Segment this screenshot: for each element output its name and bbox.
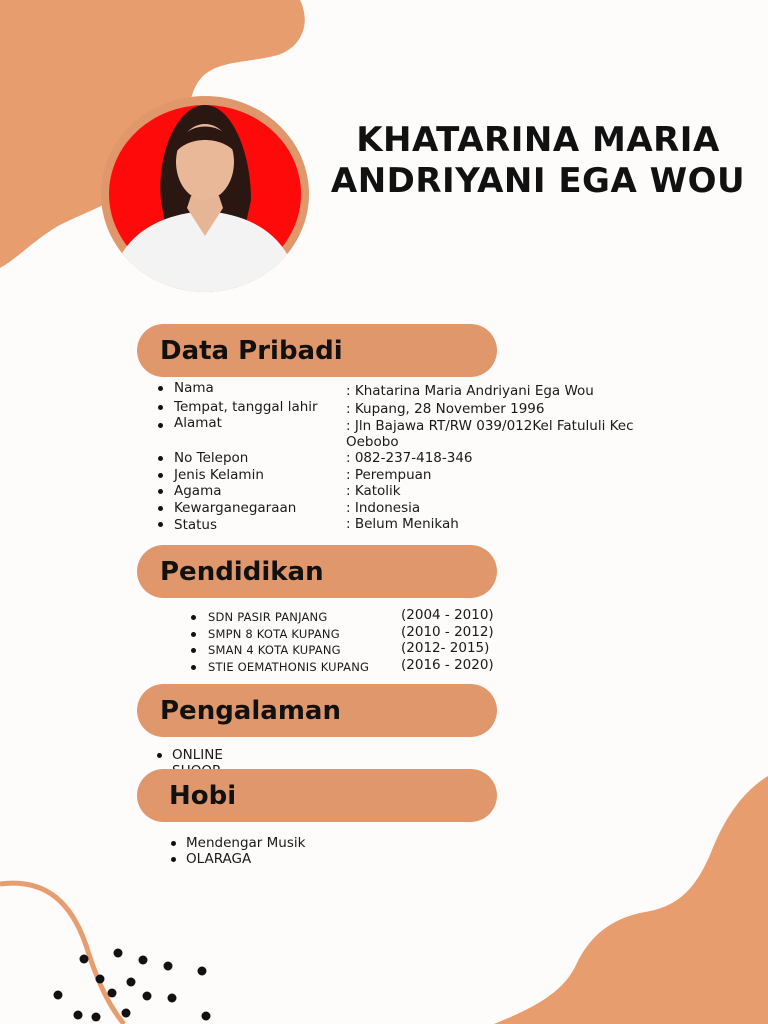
field-value: : Kupang, 28 November 1996: [346, 401, 545, 417]
bottom-left-curve: [0, 883, 124, 1024]
education-item: [190, 608, 520, 625]
section-title-education: Pendidikan: [160, 556, 324, 587]
education-item: [190, 641, 520, 658]
section-title-hobby: Hobi: [169, 780, 237, 811]
personal-row-religion: [157, 483, 677, 500]
field-value: : Indonesia: [346, 499, 421, 516]
field-value: : Khatarina Maria Andriyani Ega Wou: [346, 383, 594, 399]
field-label: Nama: [174, 380, 214, 396]
hobby-text: Mendengar Musik: [186, 835, 306, 851]
school-years: (2012- 2015): [401, 640, 490, 656]
school-years: (2010 - 2012): [401, 623, 494, 640]
school-years: (2004 - 2010): [401, 607, 494, 623]
section-header-hobby: [137, 769, 497, 822]
field-value: : 082-237-418-346: [346, 450, 473, 466]
field-label: Jenis Kelamin: [174, 466, 264, 483]
hobby-list: [170, 835, 370, 867]
education-item: [190, 658, 520, 675]
hobby-item: [170, 851, 370, 867]
section-header-education: [137, 545, 497, 598]
field-label: Tempat, tanggal lahir: [174, 399, 318, 415]
profile-photo: [101, 96, 309, 292]
hobby-text: OLARAGA: [186, 851, 252, 867]
field-value: : Belum Menikah: [346, 516, 459, 532]
field-value: : Katolik: [346, 483, 401, 499]
school-years: (2016 - 2020): [401, 656, 494, 673]
school-name: SDN PASIR PANJANG: [208, 610, 328, 624]
school-name: SMAN 4 KOTA KUPANG: [208, 643, 341, 657]
hobby-item: [170, 835, 370, 851]
field-label: Status: [174, 517, 218, 533]
school-name: STIE OEMATHONIS KUPANG: [208, 659, 370, 674]
personal-row-gender: [157, 467, 677, 484]
field-value: : Perempuan: [346, 466, 432, 483]
personal-row-address: [157, 417, 677, 450]
education-list: [190, 608, 520, 674]
field-label: No Telepon: [174, 450, 249, 466]
field-label: Agama: [174, 483, 222, 499]
personal-row-birth: [157, 399, 677, 417]
section-header-experience: [137, 684, 497, 737]
section-title-personal: Data Pribadi: [160, 335, 343, 366]
personal-row-status: [157, 516, 677, 533]
personal-row-nationality: [157, 500, 677, 517]
education-item: [190, 625, 520, 642]
personal-row-phone: [157, 450, 677, 467]
bottom-right-blob: [494, 776, 768, 1024]
field-value: : Jln Bajawa RT/RW 039/012Kel Fatululi Kec Oebobo: [346, 418, 634, 450]
school-name: SMPN 8 KOTA KUPANG: [208, 626, 340, 641]
profile-name: [318, 120, 758, 202]
section-title-experience: Pengalaman: [160, 695, 341, 726]
field-label: Alamat: [174, 415, 222, 431]
section-header-personal: [137, 324, 497, 377]
experience-text: ONLINE: [172, 747, 223, 763]
field-label: Kewarganegaraan: [174, 499, 297, 516]
name-line-2: ANDRIYANI EGA WOU: [330, 161, 746, 201]
name-line-1: KHATARINA MARIA: [356, 120, 720, 160]
personal-data-list: [157, 380, 677, 533]
dot-pattern: [54, 949, 211, 1022]
personal-row-name: [157, 380, 677, 399]
